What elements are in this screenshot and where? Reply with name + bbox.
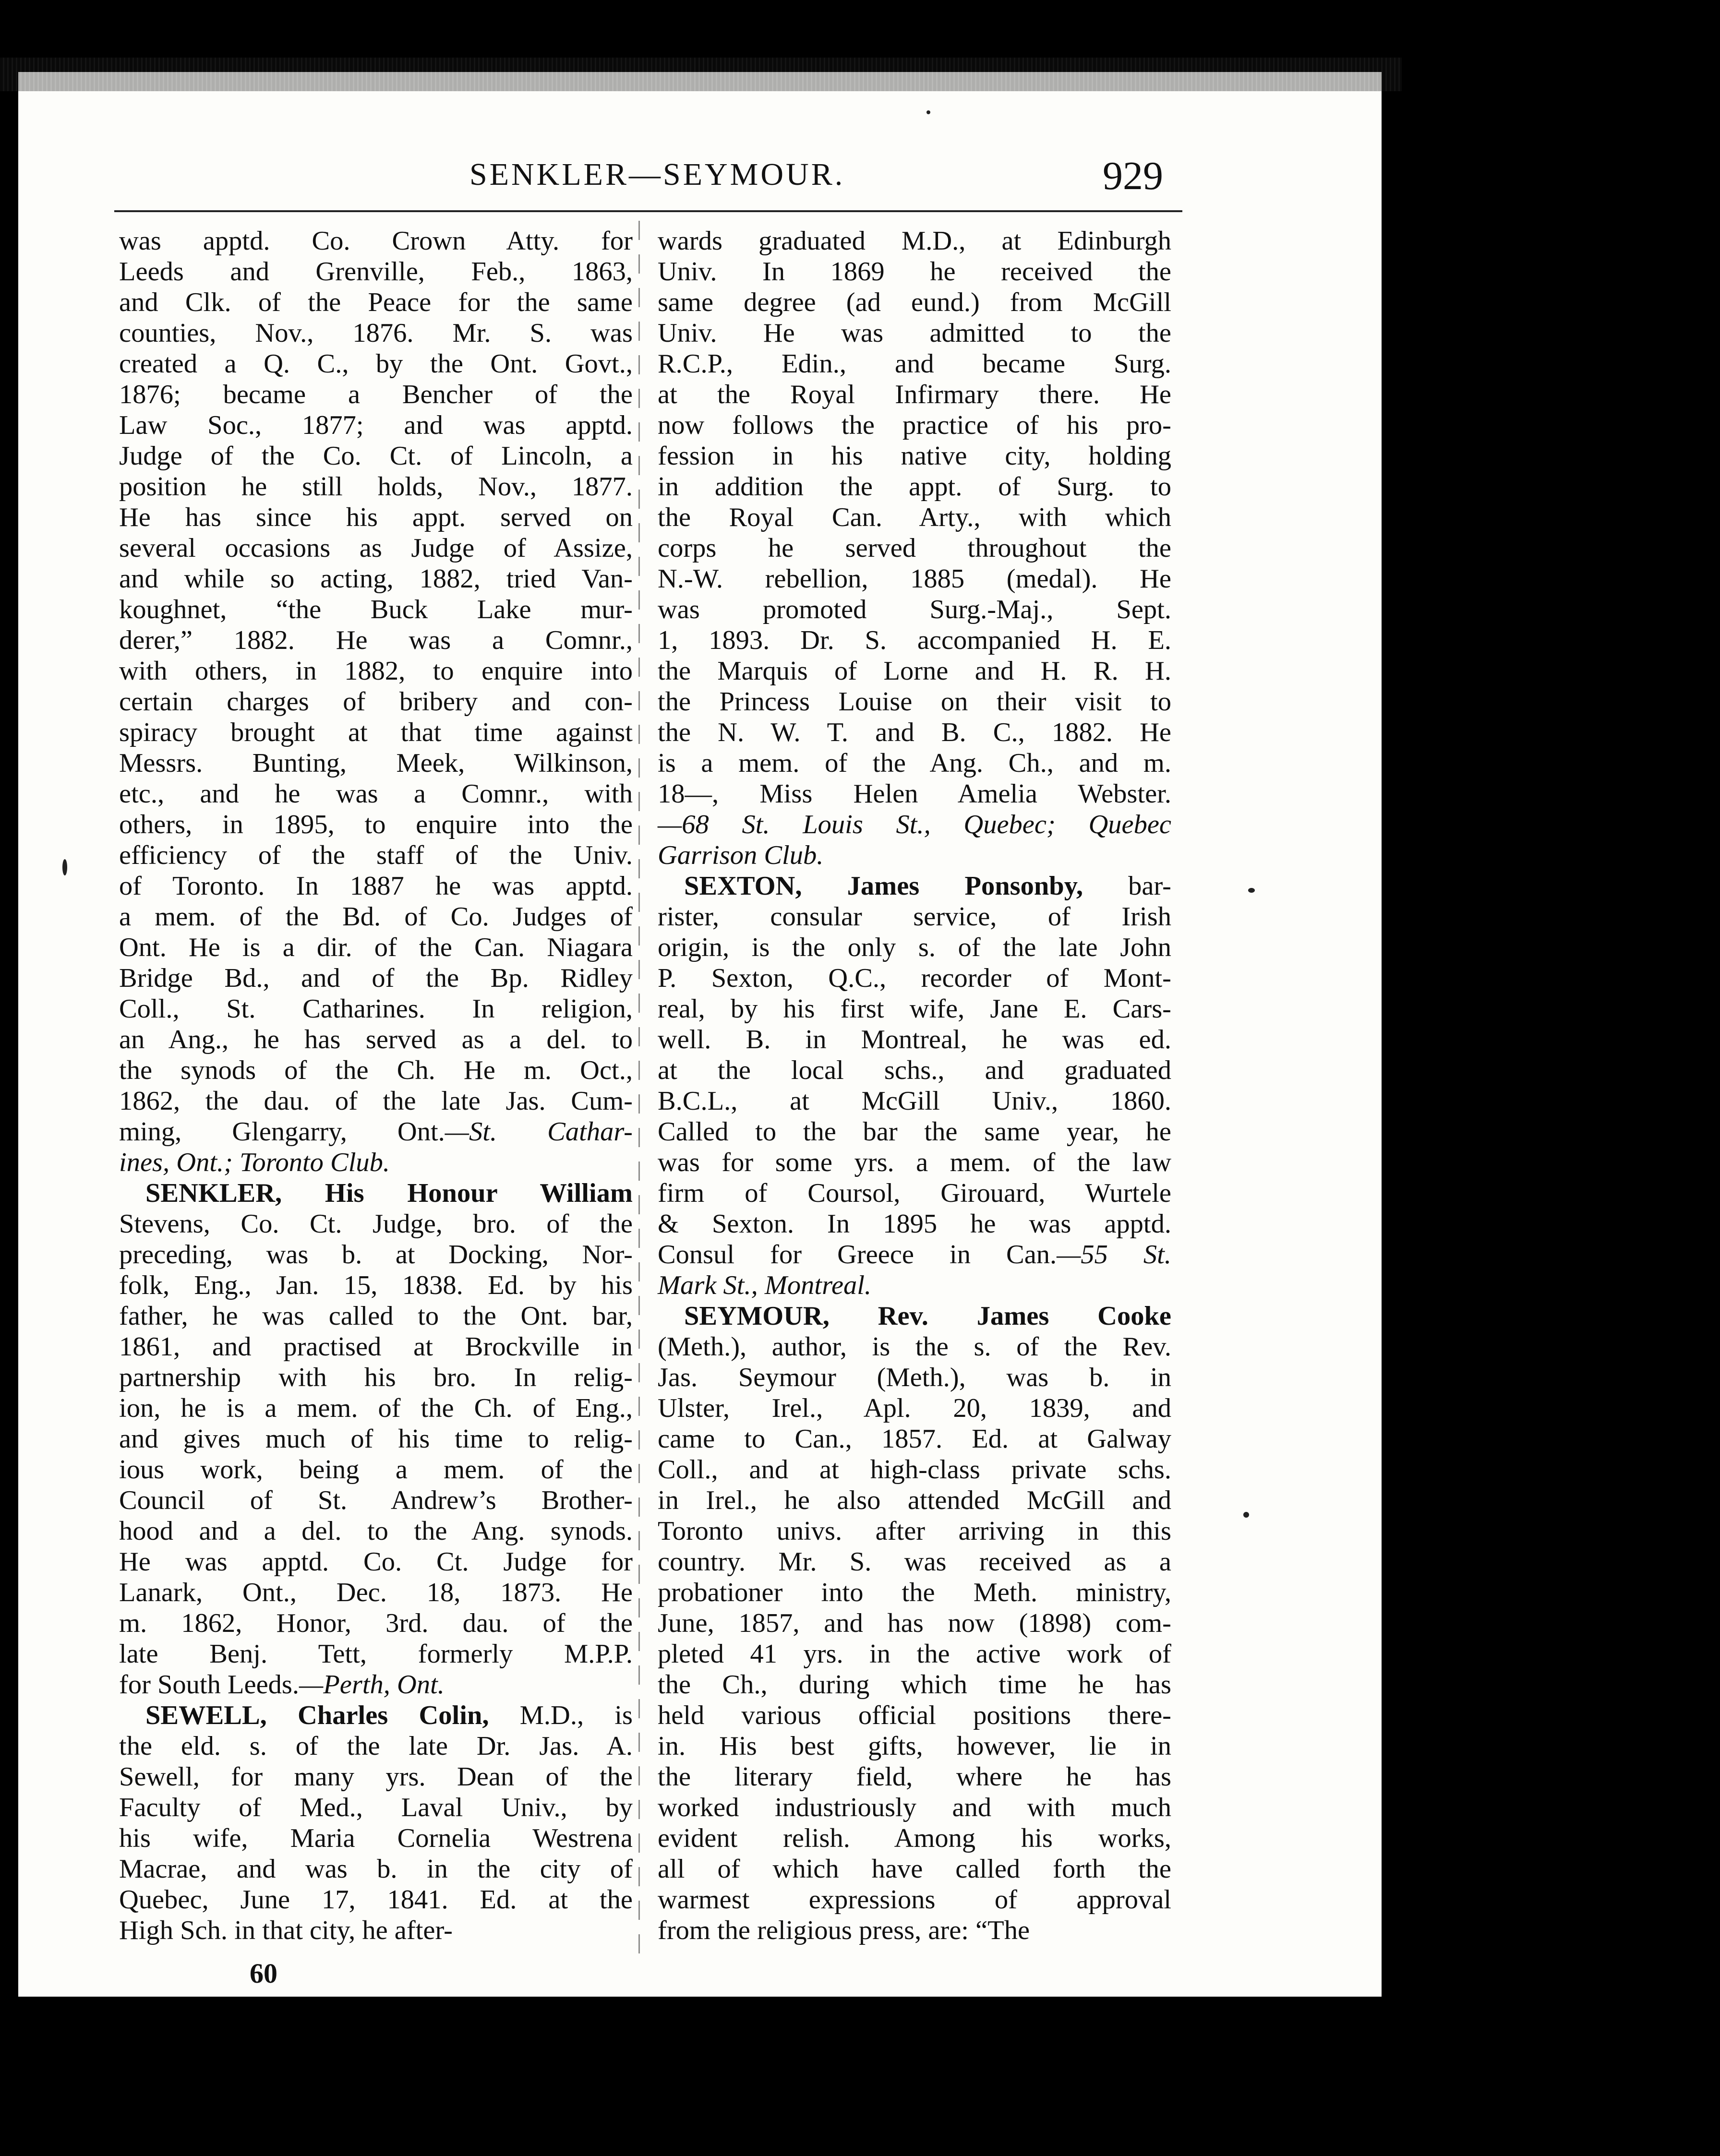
- left-line: certain charges of bribery and con-: [119, 687, 633, 717]
- left-line: Law Soc., 1877; and was apptd.: [119, 410, 633, 440]
- left-line: Leeds and Grenville, Feb., 1863,: [119, 257, 633, 287]
- left-line: Ont. He is a dir. of the Can. Niagara: [119, 933, 633, 962]
- right-line: the Royal Can. Arty., with which: [658, 503, 1171, 532]
- right-line: all of which have called forth the: [658, 1854, 1171, 1884]
- left-line: m. 1862, Honor, 3rd. dau. of the: [119, 1608, 633, 1638]
- left-line: folk, Eng., Jan. 15, 1838. Ed. by his: [119, 1270, 633, 1300]
- right-line: 1, 1893. Dr. S. accompanied H. E.: [658, 625, 1171, 655]
- scan-speck: [926, 110, 930, 114]
- page-number: 929: [1103, 154, 1163, 198]
- scan-speck: [62, 859, 67, 875]
- left-line: SENKLER, His Honour William: [145, 1178, 633, 1208]
- left-line: ming, Glengarry, Ont.—St. Cathar-: [119, 1117, 633, 1147]
- right-line: in Irel., he also attended McGill and: [658, 1485, 1171, 1515]
- right-line: at the Royal Infirmary there. He: [658, 380, 1171, 409]
- left-line: ines, Ont.; Toronto Club.: [119, 1148, 390, 1177]
- left-line: Council of St. Andrew’s Brother-: [119, 1485, 633, 1515]
- left-line: SEWELL, Charles Colin, M.D., is: [145, 1701, 633, 1730]
- left-line: and gives much of his time to relig-: [119, 1424, 633, 1454]
- right-line: —68 St. Louis St., Quebec; Quebec: [658, 810, 1171, 839]
- left-line: He has since his appt. served on: [119, 503, 633, 532]
- left-line: Messrs. Bunting, Meek, Wilkinson,: [119, 748, 633, 778]
- right-line: P. Sexton, Q.C., recorder of Mont-: [658, 963, 1171, 993]
- left-line: the synods of the Ch. He m. Oct.,: [119, 1055, 633, 1085]
- right-line: Ulster, Irel., Apl. 20, 1839, and: [658, 1393, 1171, 1423]
- signature-mark: 60: [250, 1958, 277, 1989]
- right-line: real, by his first wife, Jane E. Cars-: [658, 994, 1171, 1024]
- left-line: the eld. s. of the late Dr. Jas. A.: [119, 1731, 633, 1761]
- left-line: 1861, and practised at Brockville in: [119, 1332, 633, 1362]
- left-line: partnership with his bro. In relig-: [119, 1363, 633, 1392]
- left-line: an Ang., he has served as a del. to: [119, 1025, 633, 1054]
- right-line: fession in his native city, holding: [658, 441, 1171, 471]
- right-line: country. Mr. S. was received as a: [658, 1547, 1171, 1577]
- right-line: 18—, Miss Helen Amelia Webster.: [658, 779, 1171, 809]
- right-line: Toronto univs. after arriving in this: [658, 1516, 1171, 1546]
- left-line: a mem. of the Bd. of Co. Judges of: [119, 902, 633, 932]
- right-line: & Sexton. In 1895 he was apptd.: [658, 1209, 1171, 1239]
- left-line: position he still holds, Nov., 1877.: [119, 472, 633, 502]
- right-line: probationer into the Meth. ministry,: [658, 1578, 1171, 1607]
- right-line: SEYMOUR, Rev. James Cooke: [684, 1301, 1171, 1331]
- left-line: was apptd. Co. Crown Atty. for: [119, 226, 633, 256]
- right-line: Coll., and at high-class private schs.: [658, 1455, 1171, 1485]
- right-line: N.-W. rebellion, 1885 (medal). He: [658, 564, 1171, 594]
- right-line: well. B. in Montreal, he was ed.: [658, 1025, 1171, 1054]
- column-divider: [638, 221, 640, 1963]
- header-rule: [114, 210, 1182, 212]
- right-line: Univ. He was admitted to the: [658, 318, 1171, 348]
- left-line: with others, in 1882, to enquire into: [119, 656, 633, 686]
- left-line: others, in 1895, to enquire into the: [119, 810, 633, 839]
- left-line: Faculty of Med., Laval Univ., by: [119, 1793, 633, 1822]
- right-line: June, 1857, and has now (1898) com-: [658, 1608, 1171, 1638]
- right-line: (Meth.), author, is the s. of the Rev.: [658, 1332, 1171, 1362]
- left-line: Coll., St. Catharines. In religion,: [119, 994, 633, 1024]
- left-line: He was apptd. Co. Ct. Judge for: [119, 1547, 633, 1577]
- right-line: Mark St., Montreal.: [658, 1270, 872, 1300]
- right-line: from the religious press, are: “The: [658, 1916, 1030, 1945]
- left-line: of Toronto. In 1887 he was apptd.: [119, 871, 633, 901]
- left-line: 1862, the dau. of the late Jas. Cum-: [119, 1086, 633, 1116]
- left-line: and while so acting, 1882, tried Van-: [119, 564, 633, 594]
- right-line: Univ. In 1869 he received the: [658, 257, 1171, 287]
- left-line: father, he was called to the Ont. bar,: [119, 1301, 633, 1331]
- left-line: for South Leeds.—Perth, Ont.: [119, 1670, 445, 1700]
- left-line: 1876; became a Bencher of the: [119, 380, 633, 409]
- left-line: and Clk. of the Peace for the same: [119, 287, 633, 317]
- scan-edge-noise: [0, 58, 1402, 91]
- left-line: derer,” 1882. He was a Comnr.,: [119, 625, 633, 655]
- left-line: efficiency of the staff of the Univ.: [119, 840, 633, 870]
- running-head: SENKLER—SEYMOUR.: [469, 157, 845, 192]
- left-column: [119, 226, 633, 1946]
- right-line: the literary field, where he has: [658, 1762, 1171, 1792]
- left-line: Sewell, for many yrs. Dean of the: [119, 1762, 633, 1792]
- right-line: same degree (ad eund.) from McGill: [658, 287, 1171, 317]
- left-line: late Benj. Tett, formerly M.P.P.: [119, 1639, 633, 1669]
- right-line: in addition the appt. of Surg. to: [658, 472, 1171, 502]
- right-line: origin, is the only s. of the late John: [658, 933, 1171, 962]
- left-line: Stevens, Co. Ct. Judge, bro. of the: [119, 1209, 633, 1239]
- right-line: at the local schs., and graduated: [658, 1055, 1171, 1085]
- scan-speck: [1243, 1512, 1249, 1518]
- right-line: the N. W. T. and B. C., 1882. He: [658, 718, 1171, 747]
- right-line: Garrison Club.: [658, 840, 824, 870]
- right-line: came to Can., 1857. Ed. at Galway: [658, 1424, 1171, 1454]
- right-column: [658, 226, 1171, 1946]
- left-line: High Sch. in that city, he after-: [119, 1916, 453, 1945]
- left-line: Bridge Bd., and of the Bp. Ridley: [119, 963, 633, 993]
- left-line: ion, he is a mem. of the Ch. of Eng.,: [119, 1393, 633, 1423]
- right-line: the Marquis of Lorne and H. R. H.: [658, 656, 1171, 686]
- scan-speck: [1248, 888, 1255, 893]
- left-line: preceding, was b. at Docking, Nor-: [119, 1240, 633, 1270]
- right-line: pleted 41 yrs. in the active work of: [658, 1639, 1171, 1669]
- right-line: evident relish. Among his works,: [658, 1823, 1171, 1853]
- right-line: Jas. Seymour (Meth.), was b. in: [658, 1363, 1171, 1392]
- right-line: SEXTON, James Ponsonby, bar-: [684, 871, 1171, 901]
- left-line: Lanark, Ont., Dec. 18, 1873. He: [119, 1578, 633, 1607]
- right-line: Consul for Greece in Can.—55 St.: [658, 1240, 1172, 1270]
- left-line: Judge of the Co. Ct. of Lincoln, a: [119, 441, 633, 471]
- left-line: hood and a del. to the Ang. synods.: [119, 1516, 633, 1546]
- right-line: wards graduated M.D., at Edinburgh: [658, 226, 1171, 256]
- left-line: Macrae, and was b. in the city of: [119, 1854, 633, 1884]
- left-line: ious work, being a mem. of the: [119, 1455, 633, 1485]
- right-line: the Ch., during which time he has: [658, 1670, 1171, 1700]
- right-line: worked industriously and with much: [658, 1793, 1171, 1822]
- right-line: B.C.L., at McGill Univ., 1860.: [658, 1086, 1171, 1116]
- right-line: Called to the bar the same year, he: [658, 1117, 1171, 1147]
- right-line: warmest expressions of approval: [658, 1885, 1171, 1915]
- right-line: in. His best gifts, however, lie in: [658, 1731, 1171, 1761]
- right-line: held various official positions there-: [658, 1701, 1171, 1730]
- right-line: rister, consular service, of Irish: [658, 902, 1171, 932]
- right-line: the Princess Louise on their visit to: [658, 687, 1171, 717]
- right-line: corps he served throughout the: [658, 533, 1171, 563]
- left-line: counties, Nov., 1876. Mr. S. was: [119, 318, 633, 348]
- page-header: [114, 153, 1182, 205]
- left-line: etc., and he was a Comnr., with: [119, 779, 633, 809]
- right-line: was for some yrs. a mem. of the law: [658, 1148, 1171, 1177]
- right-line: R.C.P., Edin., and became Surg.: [658, 349, 1171, 379]
- left-line: koughnet, “the Buck Lake mur-: [119, 595, 633, 624]
- left-line: created a Q. C., by the Ont. Govt.,: [119, 349, 633, 379]
- right-line: now follows the practice of his pro-: [658, 410, 1171, 440]
- left-line: spiracy brought at that time against: [119, 718, 633, 747]
- left-line: several occasions as Judge of Assize,: [119, 533, 633, 563]
- right-line: is a mem. of the Ang. Ch., and m.: [658, 748, 1171, 778]
- left-line: his wife, Maria Cornelia Westrena: [119, 1823, 633, 1853]
- right-line: was promoted Surg.-Maj., Sept.: [658, 595, 1171, 624]
- right-line: firm of Coursol, Girouard, Wurtele: [658, 1178, 1171, 1208]
- left-line: Quebec, June 17, 1841. Ed. at the: [119, 1885, 633, 1915]
